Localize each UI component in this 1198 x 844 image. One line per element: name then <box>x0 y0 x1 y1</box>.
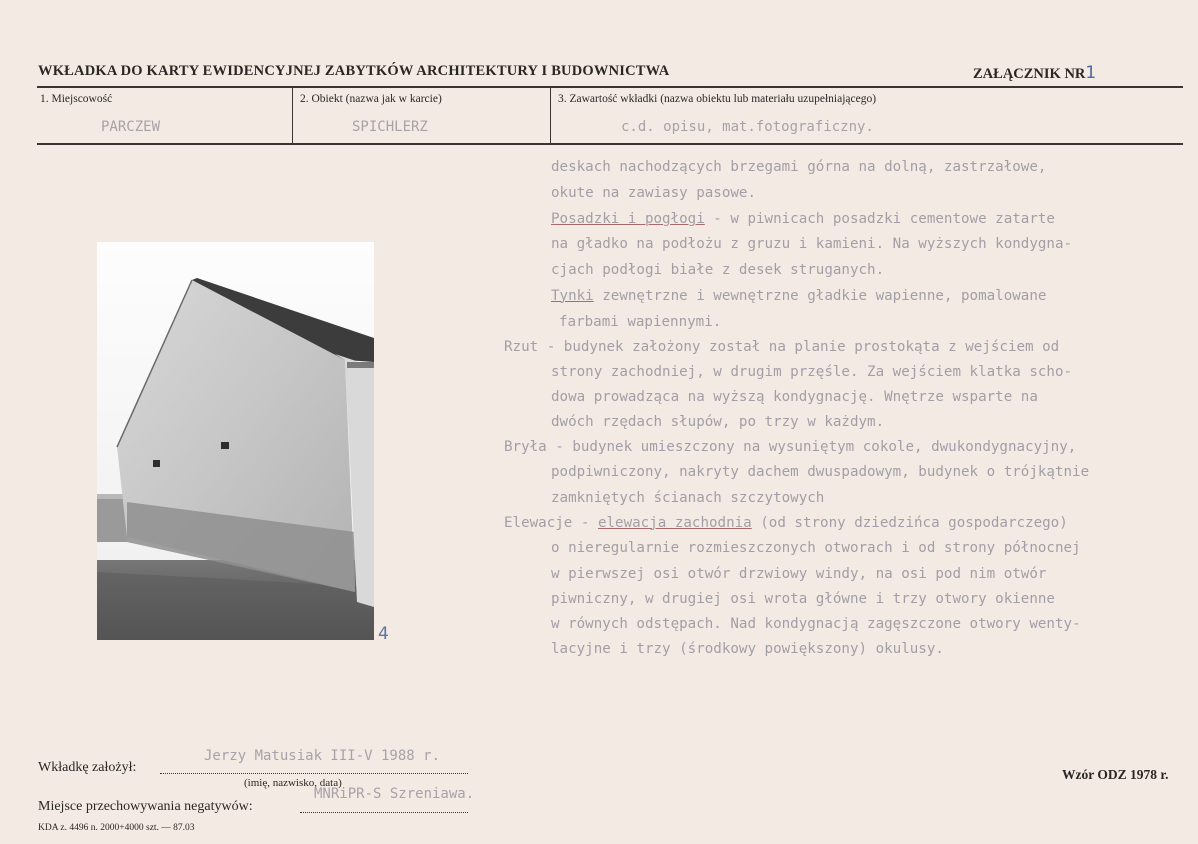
body-line-20: lacyjne i trzy (środkowy powiększony) okulusy. <box>551 641 944 657</box>
body-line-13: podpiwniczony, nakryty dachem dwuspadowym, budynek o trójkątnie <box>551 464 1090 480</box>
body-line-plaster <box>551 288 1046 304</box>
locality-label: 1. Miejscowość <box>40 93 113 105</box>
object-label: 2. Obiekt (nazwa jak w karcie) <box>300 93 442 105</box>
plaster-text: zewnętrzne i wewnętrzne gładkie wapienne, pomalowane <box>593 288 1047 304</box>
founder-label: Wkładkę założył: <box>38 760 137 775</box>
field-divider-2 <box>550 88 551 143</box>
body-line-floors <box>551 211 1055 227</box>
body-line-17: w pierwszej osi otwór drzwiowy windy, na osi pod nim otwór <box>551 566 1047 582</box>
founder-hint: (imię, nazwisko, data) <box>244 777 342 789</box>
form-pattern: Wzór ODZ 1978 r. <box>1062 767 1169 782</box>
body-line-8: Rzut - budynek założony został na planie prostokąta z wejściem od <box>504 339 1060 355</box>
body-line-4: na gładko na podłożu z gruzu i kamieni. Na wyższych kondygna- <box>551 236 1073 252</box>
body-line-10: dowa prowadząca na wyższą kondygnację. Wnętrze wsparte na <box>551 389 1038 405</box>
annex-label-text: ZAŁĄCZNIK NR <box>973 66 1086 82</box>
body-line-19: w równych odstępach. Nad kondygnacją zagęszczone otwory wenty- <box>551 616 1081 632</box>
field-divider-1 <box>292 88 293 143</box>
body-line-7: farbami wapiennymi. <box>559 314 722 330</box>
header-rule-bottom <box>37 143 1183 145</box>
annex-number: 1 <box>1085 63 1097 83</box>
body-line-2: okute na zawiasy pasowe. <box>551 185 756 201</box>
content-value: c.d. opisu, mat.fotograficzny. <box>621 119 874 135</box>
elevations-text: (od strony dziedzińca gospodarczego) <box>751 515 1068 531</box>
body-line-11: dwóch rzędach słupów, po trzy w każdym. <box>551 414 885 430</box>
granary-gable-photo <box>97 242 374 640</box>
body-line-9: strony zachodniej, w drugim przęśle. Za wejściem klatka scho- <box>551 364 1073 380</box>
floors-heading: Posadzki i pogłogi <box>551 211 705 227</box>
storage-label: Miejsce przechowywania negatywów: <box>38 799 253 814</box>
body-line-1: deskach nachodzących brzegami górna na dolną, zastrzałowe, <box>551 159 1047 175</box>
plaster-heading: Tynki <box>551 288 594 304</box>
card-title: WKŁADKA DO KARTY EWIDENCYJNEJ ZABYTKÓW ARCHITEKTURY I BUDOWNICTWA <box>38 63 670 79</box>
founder-dotted-line <box>160 773 468 774</box>
header-rule-top <box>37 86 1183 88</box>
locality-value: PARCZEW <box>101 119 161 135</box>
floors-text: - w piwnicach posadzki cementowe zatarte <box>704 211 1055 227</box>
storage-dotted-line <box>300 812 468 813</box>
west-elevation-heading: elewacja zachodnia <box>597 515 752 531</box>
annex-label <box>973 63 1096 83</box>
object-value: SPICHLERZ <box>352 119 428 135</box>
storage-value: MNRiPR-S Szreniawa. <box>314 786 475 802</box>
photo-number: 4 <box>378 624 389 644</box>
building-photo <box>97 242 374 640</box>
body-line-5: cjach podłogi białe z desek struganych. <box>551 262 885 278</box>
elevations-label: Elewacje - <box>504 515 598 531</box>
content-label: 3. Zawartość wkładki (nazwa obiektu lub materiału uzupełniającego) <box>558 93 877 105</box>
body-line-elevations <box>504 515 1068 531</box>
body-line-12: Bryła - budynek umieszczony na wysuniętym cokole, dwukondygnacyjny, <box>504 439 1077 455</box>
founder-value: Jerzy Matusiak III-V 1988 r. <box>204 748 441 764</box>
body-line-14: zamkniętych ścianach szczytowych <box>551 490 825 506</box>
print-info: KDA z. 4496 n. 2000+4000 szt. — 87.03 <box>38 823 195 833</box>
body-line-16: o nieregularnie rozmieszczonych otworach i od strony północnej <box>551 540 1081 556</box>
body-line-18: piwniczny, w drugiej osi wrota główne i trzy otwory okienne <box>551 591 1055 607</box>
